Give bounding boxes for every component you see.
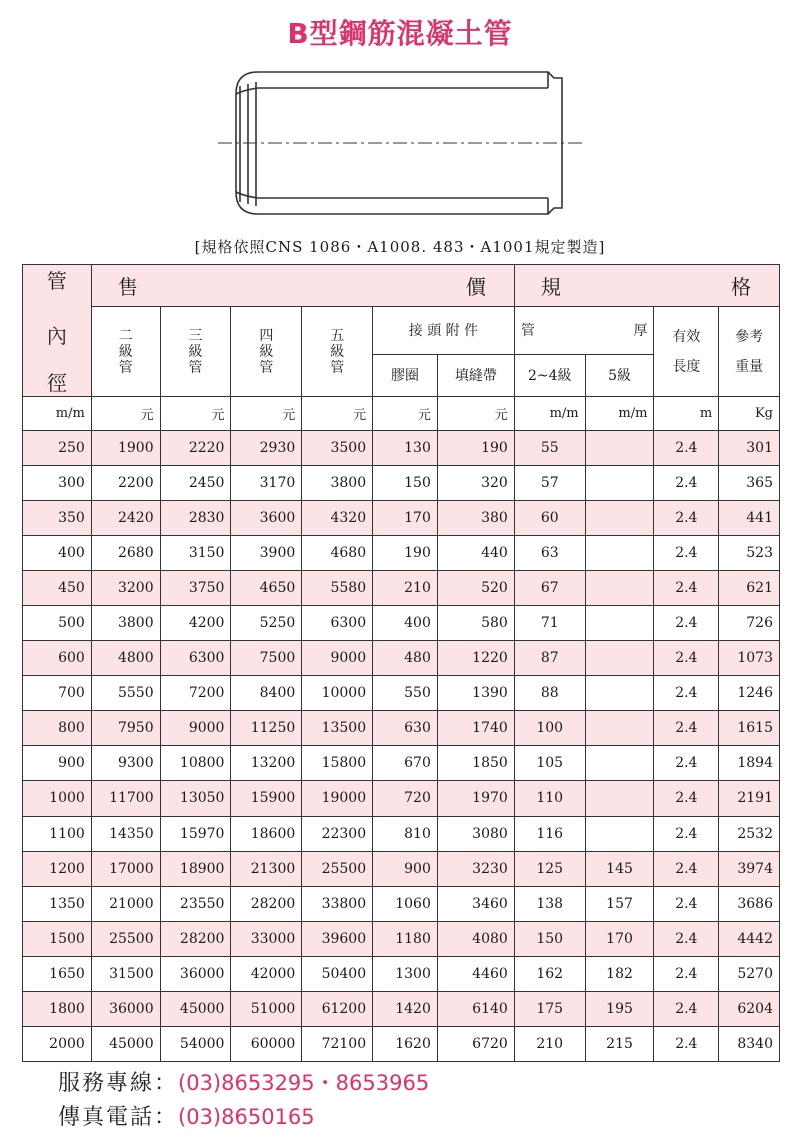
table-cell: 210 [514,1026,585,1061]
table-cell: 63 [514,536,585,571]
pipe-cross-section-drawing [218,62,582,232]
table-cell: 15800 [302,746,373,781]
table-cell: 1073 [719,641,780,676]
table-cell: 2.4 [654,781,719,816]
fax-line [58,1100,315,1131]
table-cell: 2.4 [654,921,719,956]
table-cell: 170 [373,501,438,536]
table-cell: 2.4 [654,676,719,711]
unit-cell: 元 [302,397,373,431]
table-cell: 18900 [160,851,231,886]
table-cell: 50400 [302,956,373,991]
header-effective-length: 有效 長度 [654,307,719,397]
table-cell: 1800 [23,991,92,1026]
table-row [23,1026,780,1061]
table-cell: 2.4 [654,746,719,781]
header-grade-5: 五 級 管 [302,307,373,397]
table-cell: 150 [514,921,585,956]
table-cell: 1850 [437,746,514,781]
unit-cell: 元 [231,397,302,431]
table-cell: 17000 [91,851,160,886]
table-cell: 300 [23,466,92,501]
table-row [23,956,780,991]
table-row [23,431,780,466]
table-cell: 88 [514,676,585,711]
table-cell [585,781,654,816]
table-row [23,991,780,1026]
table-row [23,606,780,641]
table-cell [585,606,654,641]
table-cell: 28200 [160,921,231,956]
table-cell: 3500 [302,431,373,466]
table-row [23,781,780,816]
table-cell: 1615 [719,711,780,746]
unit-cell: Kg [719,397,780,431]
table-cell: 2532 [719,816,780,851]
table-cell: 57 [514,466,585,501]
table-cell [585,466,654,501]
table-cell: 1246 [719,676,780,711]
table-cell: 7950 [91,711,160,746]
unit-cell: m/m [514,397,585,431]
table-cell: 1100 [23,816,92,851]
table-cell: 14350 [91,816,160,851]
unit-cell: 元 [160,397,231,431]
table-cell: 4680 [302,536,373,571]
table-cell: 36000 [160,956,231,991]
table-cell: 5250 [231,606,302,641]
table-cell: 28200 [231,886,302,921]
table-cell: 1180 [373,921,438,956]
header-thickness-grade-5: 5級 [585,355,654,397]
table-cell: 11700 [91,781,160,816]
table-cell: 400 [373,606,438,641]
table-cell: 2200 [91,466,160,501]
unit-cell: m/m [585,397,654,431]
table-cell: 116 [514,816,585,851]
table-cell: 2.4 [654,641,719,676]
table-cell: 45000 [160,991,231,1026]
table-cell: 4320 [302,501,373,536]
table-cell: 190 [437,431,514,466]
table-cell: 215 [585,1026,654,1061]
table-cell: 2000 [23,1026,92,1061]
table-cell: 9300 [91,746,160,781]
table-cell: 21300 [231,851,302,886]
table-cell: 1000 [23,781,92,816]
service-hotline-number: (03)8653295・8653965 [178,1071,430,1095]
header-grade-4: 四 級 管 [231,307,302,397]
units-row [23,397,780,431]
table-cell: 3600 [231,501,302,536]
table-cell: 3974 [719,851,780,886]
table-cell: 1200 [23,851,92,886]
table-cell: 51000 [231,991,302,1026]
table-cell: 210 [373,571,438,606]
table-cell [585,536,654,571]
table-cell: 39600 [302,921,373,956]
table-cell: 1060 [373,886,438,921]
table-cell: 3750 [160,571,231,606]
table-cell: 25500 [91,921,160,956]
table-cell: 3230 [437,851,514,886]
table-cell [585,676,654,711]
table-row [23,571,780,606]
table-cell: 61200 [302,991,373,1026]
table-cell: 450 [23,571,92,606]
table-cell: 3460 [437,886,514,921]
table-cell [585,431,654,466]
header-selling-price: 售 價 [91,265,514,307]
table-row [23,816,780,851]
table-cell: 15970 [160,816,231,851]
table-cell: 138 [514,886,585,921]
service-hotline [58,1066,429,1097]
table-cell: 60000 [231,1026,302,1061]
table-cell: 182 [585,956,654,991]
table-cell: 2420 [91,501,160,536]
table-cell: 3150 [160,536,231,571]
table-cell: 2.4 [654,1026,719,1061]
table-cell: 320 [437,466,514,501]
table-row [23,746,780,781]
table-cell: 4080 [437,921,514,956]
table-cell: 18600 [231,816,302,851]
table-cell: 5550 [91,676,160,711]
fax-number: (03)8650165 [178,1105,315,1129]
table-cell: 400 [23,536,92,571]
table-cell: 3900 [231,536,302,571]
table-cell: 42000 [231,956,302,991]
table-cell: 2680 [91,536,160,571]
table-cell: 4650 [231,571,302,606]
pipe-price-spec-table [22,264,780,1062]
table-cell: 195 [585,991,654,1026]
table-cell: 1740 [437,711,514,746]
table-cell: 6204 [719,991,780,1026]
table-cell: 23550 [160,886,231,921]
header-grade-2: 二 級 管 [91,307,160,397]
table-cell: 301 [719,431,780,466]
table-cell: 600 [23,641,92,676]
table-cell: 250 [23,431,92,466]
header-thickness-grade-2-4: 2~4級 [514,355,585,397]
table-row [23,886,780,921]
table-cell: 1900 [91,431,160,466]
header-reference-weight: 參考 重量 [719,307,780,397]
table-row [23,711,780,746]
table-cell: 900 [373,851,438,886]
table-cell: 726 [719,606,780,641]
unit-cell: m/m [23,397,92,431]
table-cell: 7200 [160,676,231,711]
table-cell: 33000 [231,921,302,956]
table-cell: 150 [373,466,438,501]
table-cell: 1220 [437,641,514,676]
table-cell: 175 [514,991,585,1026]
table-cell: 25500 [302,851,373,886]
table-cell: 4800 [91,641,160,676]
table-cell: 1500 [23,921,92,956]
table-cell: 72100 [302,1026,373,1061]
header-wall-thickness: 管 厚 [514,307,654,355]
table-cell: 36000 [91,991,160,1026]
table-cell: 4442 [719,921,780,956]
unit-cell: 元 [373,397,438,431]
table-cell: 6720 [437,1026,514,1061]
service-hotline-label: 服務專線： [58,1071,179,1096]
table-cell [585,816,654,851]
table-cell: 2191 [719,781,780,816]
table-cell: 162 [514,956,585,991]
header-pipe-inner-diameter: 管 內 徑 [23,265,92,397]
table-cell: 1650 [23,956,92,991]
table-cell: 10800 [160,746,231,781]
table-cell: 100 [514,711,585,746]
table-cell: 621 [719,571,780,606]
table-cell: 523 [719,536,780,571]
table-cell: 6140 [437,991,514,1026]
table-cell: 3800 [91,606,160,641]
table-cell: 8340 [719,1026,780,1061]
table-cell: 670 [373,746,438,781]
table-cell [585,711,654,746]
table-cell [585,641,654,676]
unit-cell: 元 [91,397,160,431]
table-cell: 480 [373,641,438,676]
table-row [23,536,780,571]
table-cell: 31500 [91,956,160,991]
table-row [23,676,780,711]
table-cell: 130 [373,431,438,466]
table-cell: 800 [23,711,92,746]
header-grade-3: 三 級 管 [160,307,231,397]
table-cell: 87 [514,641,585,676]
table-cell: 105 [514,746,585,781]
table-row [23,851,780,886]
header-specification: 規 格 [514,265,779,307]
table-cell: 1390 [437,676,514,711]
table-cell: 1620 [373,1026,438,1061]
table-cell: 33800 [302,886,373,921]
table-cell: 45000 [91,1026,160,1061]
table-cell: 9000 [160,711,231,746]
table-cell: 440 [437,536,514,571]
table-cell: 810 [373,816,438,851]
table-cell: 2.4 [654,501,719,536]
table-cell: 1300 [373,956,438,991]
table-cell: 720 [373,781,438,816]
table-row [23,466,780,501]
table-cell: 157 [585,886,654,921]
table-cell: 900 [23,746,92,781]
table-cell: 3800 [302,466,373,501]
table-cell: 60 [514,501,585,536]
table-cell: 3170 [231,466,302,501]
table-body [23,431,780,1062]
header-rubber-ring: 膠圈 [373,355,438,397]
table-cell: 1970 [437,781,514,816]
table-cell: 500 [23,606,92,641]
table-cell: 2.4 [654,606,719,641]
table-cell: 380 [437,501,514,536]
table-cell: 2930 [231,431,302,466]
header-caulking-tape: 填縫帶 [437,355,514,397]
table-cell: 2450 [160,466,231,501]
table-cell: 3686 [719,886,780,921]
table-cell: 5580 [302,571,373,606]
table-cell [585,501,654,536]
table-cell: 13050 [160,781,231,816]
table-cell: 21000 [91,886,160,921]
table-cell: 1350 [23,886,92,921]
table-cell: 2.4 [654,466,719,501]
table-cell: 67 [514,571,585,606]
table-cell: 2.4 [654,886,719,921]
table-cell: 11250 [231,711,302,746]
table-cell: 5270 [719,956,780,991]
table-cell: 4460 [437,956,514,991]
table-cell: 1894 [719,746,780,781]
table-cell: 145 [585,851,654,886]
table-cell: 55 [514,431,585,466]
table-cell: 2.4 [654,816,719,851]
table-cell: 190 [373,536,438,571]
table-cell: 365 [719,466,780,501]
table-cell: 22300 [302,816,373,851]
table-cell [585,746,654,781]
table-cell: 2.4 [654,431,719,466]
table-cell: 2.4 [654,536,719,571]
table-cell: 10000 [302,676,373,711]
table-cell: 3200 [91,571,160,606]
spec-standard-note: [規格依照CNS 1086・A1008. 483・A1001規定製造] [194,238,606,256]
table-cell: 13500 [302,711,373,746]
table-cell: 2830 [160,501,231,536]
table-cell: 700 [23,676,92,711]
header-joint-accessories: 接 頭 附 件 [373,307,515,355]
table-cell: 3080 [437,816,514,851]
table-cell: 2.4 [654,991,719,1026]
unit-cell: 元 [437,397,514,431]
table-cell: 630 [373,711,438,746]
table-cell: 2.4 [654,851,719,886]
unit-cell: m [654,397,719,431]
table-cell: 441 [719,501,780,536]
table-cell: 350 [23,501,92,536]
table-cell: 2.4 [654,571,719,606]
table-cell: 6300 [302,606,373,641]
table-cell: 1420 [373,991,438,1026]
table-cell [585,571,654,606]
table-cell: 580 [437,606,514,641]
table-cell: 6300 [160,641,231,676]
table-cell: 550 [373,676,438,711]
table-row [23,641,780,676]
table-cell: 9000 [302,641,373,676]
table-cell: 15900 [231,781,302,816]
table-row [23,921,780,956]
table-cell: 71 [514,606,585,641]
table-cell: 54000 [160,1026,231,1061]
page-title: B型鋼筋混凝土管 [287,17,513,50]
fax-label: 傳真電話： [58,1105,179,1130]
table-cell: 110 [514,781,585,816]
table-cell: 2.4 [654,711,719,746]
table-row [23,501,780,536]
table-cell: 125 [514,851,585,886]
table-cell: 2.4 [654,956,719,991]
table-cell: 170 [585,921,654,956]
table-cell: 13200 [231,746,302,781]
table-cell: 7500 [231,641,302,676]
table-cell: 520 [437,571,514,606]
table-cell: 4200 [160,606,231,641]
table-cell: 19000 [302,781,373,816]
table-cell: 8400 [231,676,302,711]
table-cell: 2220 [160,431,231,466]
